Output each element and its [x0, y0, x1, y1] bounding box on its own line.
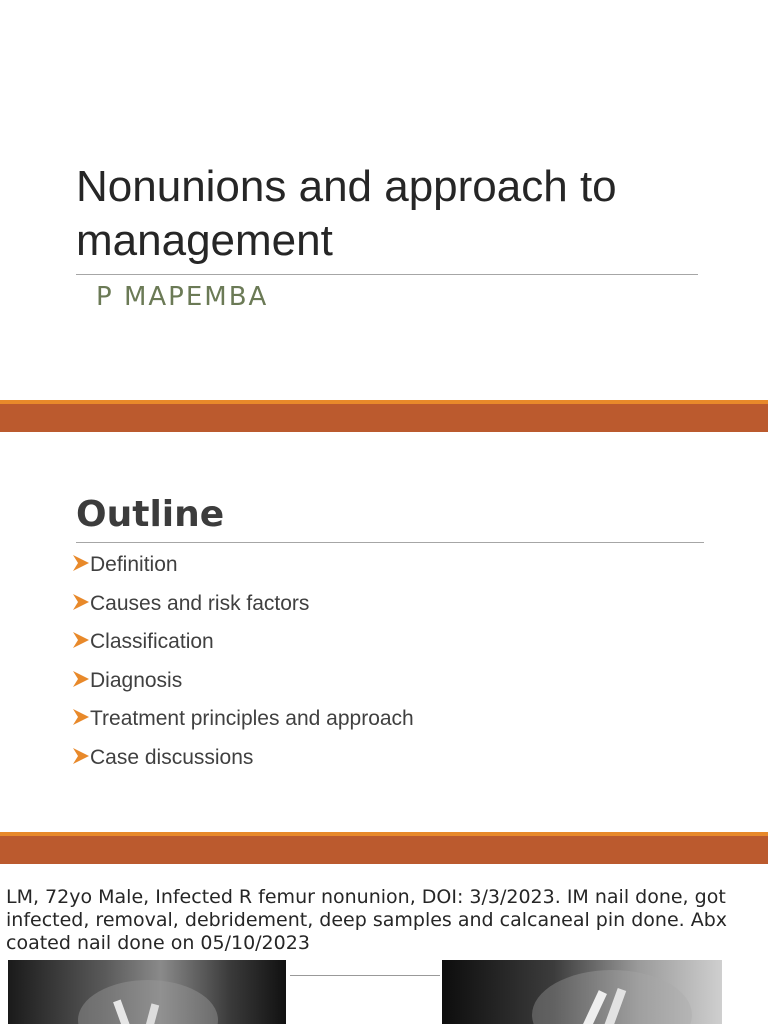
outline-item-label: Treatment principles and approach	[90, 707, 414, 731]
arrowhead-icon	[72, 670, 90, 688]
outline-item-label: Classification	[90, 630, 214, 654]
outline-list	[72, 550, 414, 782]
author-name: P MAPEMBA	[96, 282, 269, 312]
xray-image-right-graphic	[442, 960, 722, 1024]
outline-item	[72, 743, 414, 782]
xray-image-left	[8, 960, 286, 1024]
outline-item	[72, 666, 414, 705]
outline-item-label: Case discussions	[90, 745, 254, 769]
title-divider	[76, 274, 698, 275]
outline-slide	[0, 432, 768, 832]
outline-item-label: Causes and risk factors	[90, 591, 310, 615]
slide-separator-bar	[0, 400, 768, 432]
outline-item	[72, 589, 414, 628]
outline-item	[72, 550, 414, 589]
slide-separator-bar	[0, 832, 768, 864]
divider-line	[290, 975, 440, 976]
arrowhead-icon	[72, 708, 90, 726]
arrowhead-icon	[72, 631, 90, 649]
outline-item	[72, 627, 414, 666]
xray-image-right	[442, 960, 722, 1024]
outline-heading: Outline	[76, 494, 225, 535]
xray-image-left-graphic	[8, 960, 286, 1024]
arrowhead-icon	[72, 593, 90, 611]
title-slide	[0, 0, 768, 400]
presentation-title: Nonunions and approach to management	[76, 162, 617, 265]
outline-item-label: Diagnosis	[90, 668, 183, 692]
arrowhead-icon	[72, 747, 90, 765]
case-caption: LM, 72yo Male, Infected R femur nonunion, DOI: 3/3/2023. IM nail done, got infected, removal, debridement, deep samples and calcaneal pin done. Abx coated nail done on 05/10/2023	[6, 886, 728, 954]
outline-item	[72, 704, 414, 743]
outline-item-label: Definition	[90, 553, 178, 576]
case-slide	[0, 864, 768, 1024]
heading-divider	[76, 542, 704, 543]
arrowhead-icon	[72, 554, 90, 572]
